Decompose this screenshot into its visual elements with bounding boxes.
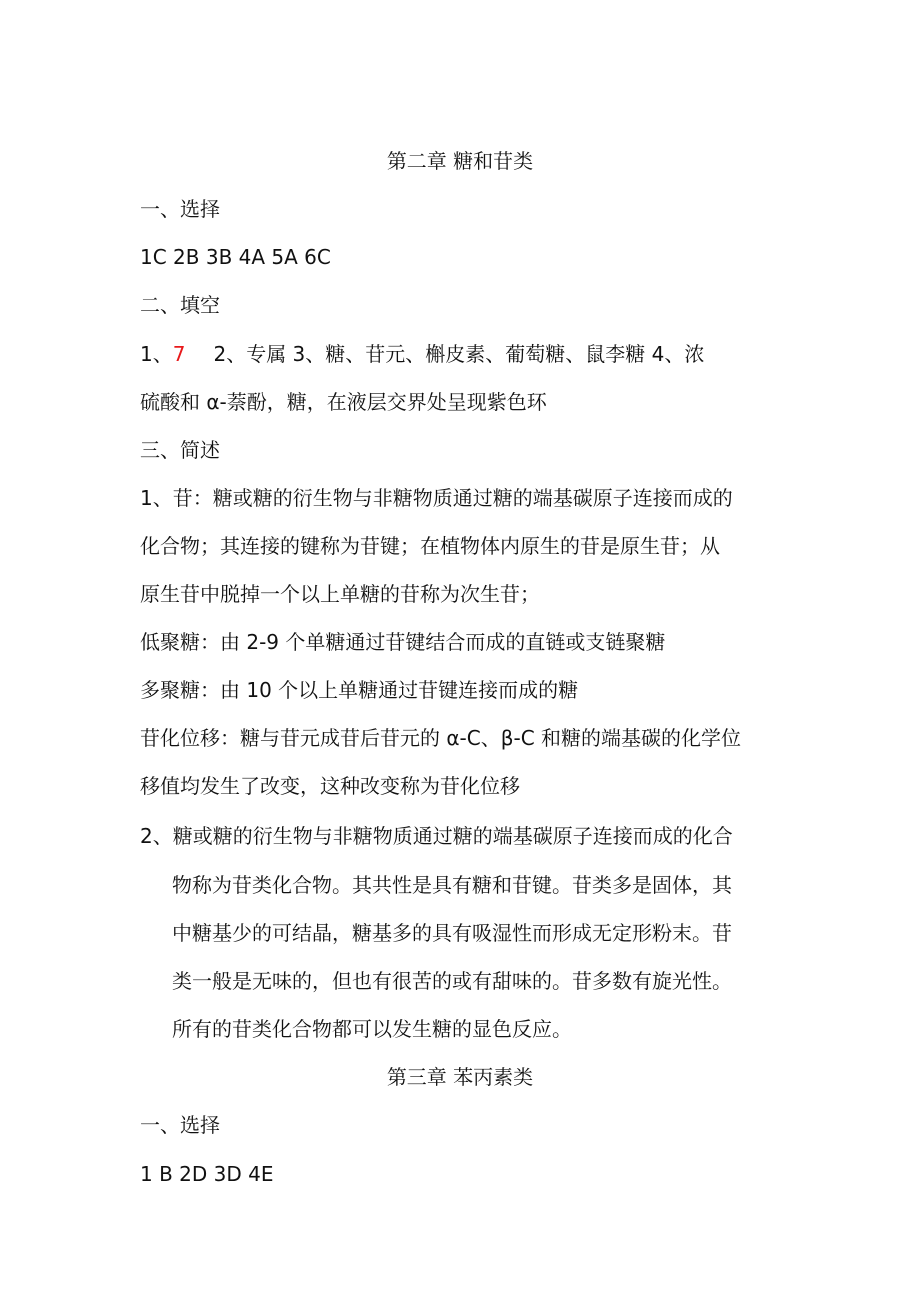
fill-answers-rest: 2、专属 3、糖、苷元、槲皮素、葡萄糖、鼠李糖 4、浓 <box>213 342 705 366</box>
chapter2-section-brief-heading: 三、简述 <box>140 438 220 462</box>
brief-q1-line2: 化合物；其连接的键称为苷键；在植物体内原生的苷是原生苷；从 <box>140 534 720 558</box>
chapter2-title: 第二章 糖和苷类 <box>386 149 534 173</box>
chapter2-fill-answers-line1 <box>140 341 704 367</box>
brief-q1-line4: 低聚糖：由 2-9 个单糖通过苷键结合而成的直链或支链聚糖 <box>140 630 666 654</box>
brief-q1-line1: 1、苷：糖或糖的衍生物与非糖物质通过糖的端基碳原子连接而成的 <box>140 486 733 510</box>
brief-q1-line5: 多聚糖：由 10 个以上单糖通过苷键连接而成的糖 <box>140 678 579 702</box>
chapter3-title: 第三章 苯丙素类 <box>386 1065 534 1089</box>
fill-answer-1-highlight: 7 <box>172 342 186 366</box>
brief-q1-line6: 苷化位移：糖与苷元成苷后苷元的 α-C、β-C 和糖的端基碳的化学位 <box>140 726 742 750</box>
brief-q1-line3: 原生苷中脱掉一个以上单糖的苷称为次生苷； <box>140 582 540 606</box>
brief-q2-line1: 2、糖或糖的衍生物与非糖物质通过糖的端基碳原子连接而成的化合 <box>140 824 733 848</box>
chapter3-choice-answers: 1 B 2D 3D 4E <box>140 1162 274 1186</box>
brief-q2-line3: 中糖基少的可结晶，糖基多的具有吸湿性而形成无定形粉末。苷 <box>172 921 732 945</box>
fill-number-1: 1、 <box>140 342 173 366</box>
chapter3-section-choice-heading: 一、选择 <box>140 1113 220 1137</box>
brief-q1-line7: 移值均发生了改变，这种改变称为苷化位移 <box>140 774 520 798</box>
chapter2-choice-answers: 1C 2B 3B 4A 5A 6C <box>140 245 331 269</box>
chapter2-fill-answers-line2: 硫酸和 α-萘酚，糖，在液层交界处呈现紫色环 <box>140 390 547 414</box>
brief-q2-line4: 类一般是无味的，但也有很苦的或有甜味的。苷多数有旋光性。 <box>172 969 732 993</box>
chapter2-section-fill-heading: 二、填空 <box>140 293 220 317</box>
brief-q2-line2: 物称为苷类化合物。其共性是具有糖和苷键。苷类多是固体，其 <box>172 873 732 897</box>
brief-q2-line5: 所有的苷类化合物都可以发生糖的显色反应。 <box>172 1017 572 1041</box>
chapter2-section-choice-heading: 一、选择 <box>140 197 220 221</box>
